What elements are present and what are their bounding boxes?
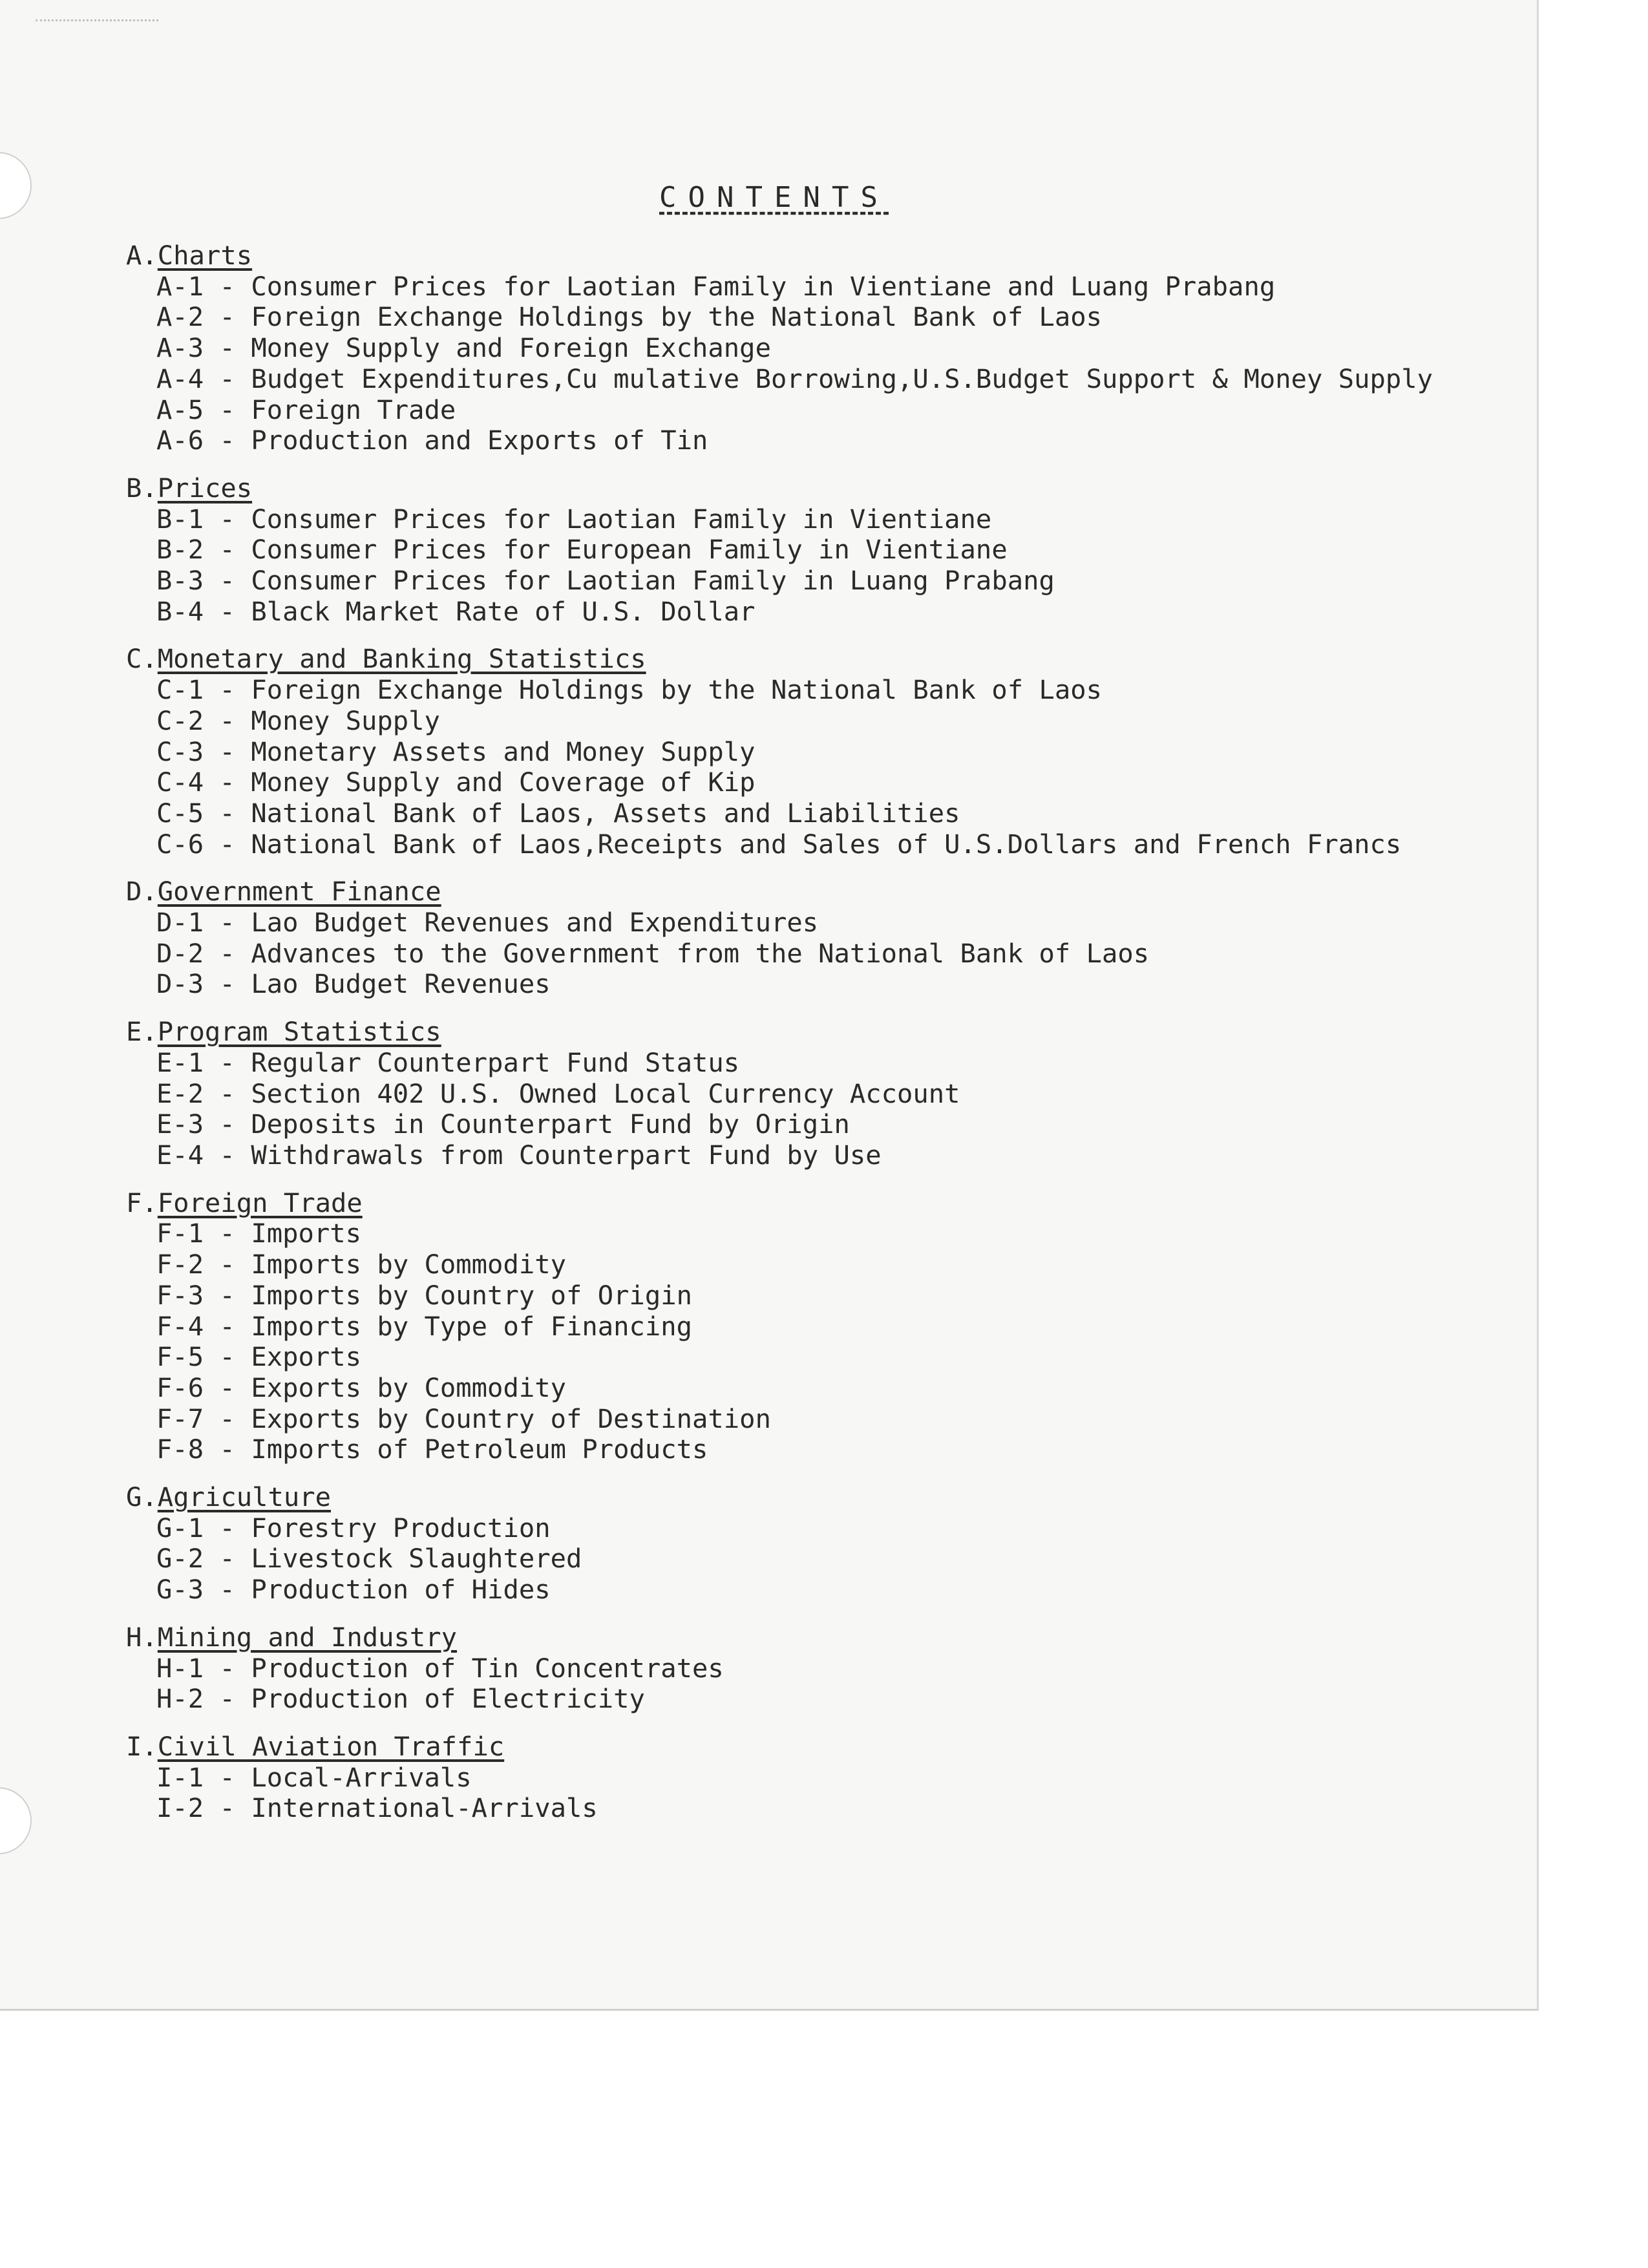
contents-entry [126, 1280, 1509, 1311]
entry-separator: - [204, 503, 251, 535]
entry-code: I-1 [156, 1761, 204, 1793]
table-of-contents [126, 240, 1509, 1841]
entry-code: D-3 [156, 968, 204, 1000]
contents-entry [126, 1218, 1509, 1249]
entry-text: Exports by Commodity [251, 1372, 566, 1403]
entry-separator: - [204, 1434, 251, 1465]
entry-separator: - [204, 1341, 251, 1373]
entry-code: C-5 [156, 797, 204, 829]
entry-separator: - [204, 534, 251, 566]
entry-text: Money Supply [251, 705, 440, 736]
section-title: Civil Aviation Traffic [157, 1730, 505, 1762]
entry-separator: - [204, 270, 251, 302]
entry-code: A-2 [156, 301, 204, 333]
entry-code: B-2 [156, 534, 204, 566]
contents-entry [126, 969, 1509, 1000]
entry-code: F-1 [156, 1218, 204, 1249]
entry-text: Imports by Type of Financing [251, 1310, 693, 1342]
contents-entry [126, 566, 1509, 597]
entry-separator: - [204, 1108, 251, 1140]
entry-code: F-3 [156, 1279, 204, 1311]
entry-separator: - [204, 736, 251, 767]
contents-entry [126, 1763, 1509, 1794]
entry-separator: - [204, 1077, 251, 1109]
entry-text: Imports [251, 1218, 361, 1249]
entry-text: Foreign Trade [251, 394, 456, 425]
entry-separator: - [204, 1046, 251, 1078]
section-i [126, 1732, 1509, 1824]
contents-entry [126, 1048, 1509, 1079]
contents-entry [126, 1543, 1509, 1574]
entry-text: Production and Exports of Tin [251, 425, 708, 456]
entry-code: H-1 [156, 1652, 204, 1684]
entry-separator: - [204, 1512, 251, 1543]
entry-text: Consumer Prices for Laotian Family in Luang Prabang [251, 565, 1055, 597]
entry-code: E-1 [156, 1046, 204, 1078]
section-header [126, 1482, 1509, 1513]
entry-text: Exports [251, 1341, 361, 1373]
entry-separator: - [204, 1372, 251, 1403]
entry-text: Lao Budget Revenues [251, 968, 551, 1000]
entry-text: Money Supply and Foreign Exchange [251, 332, 771, 364]
entry-separator: - [204, 968, 251, 1000]
section-letter: D. [126, 876, 158, 907]
entry-code: B-4 [156, 595, 204, 627]
entry-code: C-2 [156, 705, 204, 736]
section-header [126, 1732, 1509, 1763]
section-header [126, 1188, 1509, 1219]
section-header [126, 1622, 1509, 1653]
entry-code: E-2 [156, 1077, 204, 1109]
entry-separator: - [204, 937, 251, 969]
contents-entry [126, 1404, 1509, 1435]
section-title: Charts [157, 240, 253, 271]
entry-code: G-1 [156, 1512, 204, 1543]
entry-code: F-2 [156, 1249, 204, 1280]
entry-code: F-4 [156, 1310, 204, 1342]
entry-text: Monetary Assets and Money Supply [251, 736, 755, 767]
section-b [126, 473, 1509, 628]
contents-entry [126, 1684, 1509, 1715]
contents-entry [126, 798, 1509, 829]
entry-text: Consumer Prices for Laotian Family in Vientiane [251, 503, 992, 535]
contents-entry [126, 535, 1509, 566]
contents-entry [126, 271, 1509, 302]
entry-text: Budget Expenditures,Cu mulative Borrowing,U.S.Budget Support & Money Supply [251, 363, 1433, 394]
entry-separator: - [204, 1792, 251, 1824]
contents-entry [126, 675, 1509, 706]
entry-text: Consumer Prices for European Family in Vientiane [251, 534, 1008, 566]
section-letter: H. [126, 1621, 158, 1653]
section-g [126, 1482, 1509, 1606]
contents-entry [126, 1140, 1509, 1171]
entry-text: Production of Hides [251, 1574, 551, 1606]
contents-entry [126, 1311, 1509, 1342]
punch-hole-bottom [0, 1787, 32, 1854]
entry-separator: - [204, 1652, 251, 1684]
entry-separator: - [204, 1218, 251, 1249]
section-letter: E. [126, 1016, 158, 1048]
contents-entry [126, 1109, 1509, 1140]
entry-separator: - [204, 425, 251, 456]
entry-text: Livestock Slaughtered [251, 1543, 582, 1574]
entry-text: Foreign Exchange Holdings by the National Bank of Laos [251, 674, 1102, 706]
entry-separator: - [204, 565, 251, 597]
entry-code: A-1 [156, 270, 204, 302]
entry-separator: - [204, 1279, 251, 1311]
entry-separator: - [204, 767, 251, 798]
contents-entry [126, 938, 1509, 970]
entry-code: F-7 [156, 1403, 204, 1434]
section-letter: B. [126, 472, 158, 503]
contents-entry [126, 1342, 1509, 1373]
entry-separator: - [204, 363, 251, 394]
entry-separator: - [204, 301, 251, 333]
contents-entry [126, 706, 1509, 737]
entry-text: Local-Arrivals [251, 1761, 472, 1793]
entry-code: H-2 [156, 1683, 204, 1715]
section-title: Government Finance [157, 876, 441, 907]
entry-separator: - [204, 1403, 251, 1434]
section-letter: C. [126, 643, 158, 675]
contents-entry [126, 829, 1509, 860]
section-header [126, 876, 1509, 907]
contents-entry [126, 597, 1509, 628]
entry-text: Money Supply and Coverage of Kip [251, 767, 755, 798]
page-title: CONTENTS [659, 181, 889, 214]
page-smudge [36, 19, 158, 47]
contents-entry [126, 737, 1509, 768]
entry-separator: - [204, 1139, 251, 1171]
entry-text: Exports by Country of Destination [251, 1403, 771, 1434]
entry-code: C-1 [156, 674, 204, 706]
entry-code: A-3 [156, 332, 204, 364]
entry-separator: - [204, 705, 251, 736]
section-header [126, 473, 1509, 504]
entry-text: Deposits in Counterpart Fund by Origin [251, 1108, 850, 1140]
entry-text: Imports by Commodity [251, 1249, 566, 1280]
entry-code: A-4 [156, 363, 204, 394]
section-header [126, 240, 1509, 271]
contents-entry [126, 907, 1509, 938]
section-a [126, 240, 1509, 456]
section-title: Monetary and Banking Statistics [157, 643, 646, 675]
contents-entry [126, 1793, 1509, 1824]
entry-text: International-Arrivals [251, 1792, 598, 1824]
entry-code: B-3 [156, 565, 204, 597]
section-title: Program Statistics [157, 1016, 441, 1048]
section-c [126, 644, 1509, 860]
entry-code: A-6 [156, 425, 204, 456]
entry-separator: - [204, 595, 251, 627]
section-d [126, 876, 1509, 1000]
section-h [126, 1622, 1509, 1715]
entry-text: Forestry Production [251, 1512, 551, 1543]
entry-code: B-1 [156, 503, 204, 535]
entry-separator: - [204, 1543, 251, 1574]
entry-text: Regular Counterpart Fund Status [251, 1046, 740, 1078]
section-f [126, 1188, 1509, 1465]
contents-entry [126, 1653, 1509, 1684]
entry-code: D-1 [156, 907, 204, 938]
entry-separator: - [204, 797, 251, 829]
section-letter: F. [126, 1187, 158, 1218]
entry-separator: - [204, 332, 251, 364]
section-letter: G. [126, 1481, 158, 1513]
contents-entry [126, 1513, 1509, 1544]
section-header [126, 1017, 1509, 1048]
entry-text: Lao Budget Revenues and Expenditures [251, 907, 819, 938]
entry-text: Production of Tin Concentrates [251, 1652, 724, 1684]
entry-code: G-3 [156, 1574, 204, 1606]
entry-separator: - [204, 394, 251, 425]
entry-text: National Bank of Laos,Receipts and Sales of U.S.Dollars and French Francs [251, 828, 1402, 860]
section-header [126, 644, 1509, 675]
contents-entry [126, 1434, 1509, 1465]
section-letter: I. [126, 1730, 158, 1762]
entry-code: F-6 [156, 1372, 204, 1403]
contents-entry [126, 395, 1509, 426]
entry-code: F-8 [156, 1434, 204, 1465]
entry-text: Imports by Country of Origin [251, 1279, 693, 1311]
entry-separator: - [204, 1761, 251, 1793]
entry-separator: - [204, 1310, 251, 1342]
section-title: Agriculture [157, 1481, 331, 1513]
contents-entry [126, 1373, 1509, 1404]
entry-text: Withdrawals from Counterpart Fund by Use [251, 1139, 882, 1171]
entry-text: Black Market Rate of U.S. Dollar [251, 595, 755, 627]
entry-text: Imports of Petroleum Products [251, 1434, 708, 1465]
entry-code: D-2 [156, 937, 204, 969]
entry-separator: - [204, 828, 251, 860]
entry-text: National Bank of Laos, Assets and Liabilities [251, 797, 960, 829]
entry-text: Foreign Exchange Holdings by the National Bank of Laos [251, 301, 1102, 333]
entry-code: C-3 [156, 736, 204, 767]
entry-separator: - [204, 1683, 251, 1715]
entry-code: C-6 [156, 828, 204, 860]
contents-entry [126, 1249, 1509, 1280]
contents-entry [126, 425, 1509, 456]
entry-text: Advances to the Government from the National Bank of Laos [251, 937, 1150, 969]
entry-code: E-4 [156, 1139, 204, 1171]
contents-entry [126, 364, 1509, 395]
entry-separator: - [204, 1249, 251, 1280]
section-title: Prices [157, 472, 253, 503]
contents-entry [126, 1574, 1509, 1606]
contents-entry [126, 767, 1509, 798]
section-title: Foreign Trade [157, 1187, 363, 1218]
entry-code: F-5 [156, 1341, 204, 1373]
entry-separator: - [204, 907, 251, 938]
section-letter: A. [126, 240, 158, 271]
section-title: Mining and Industry [157, 1621, 458, 1653]
entry-code: G-2 [156, 1543, 204, 1574]
entry-code: I-2 [156, 1792, 204, 1824]
section-e [126, 1017, 1509, 1171]
contents-entry [126, 333, 1509, 364]
entry-text: Consumer Prices for Laotian Family in Vientiane and Luang Prabang [251, 270, 1276, 302]
entry-code: A-5 [156, 394, 204, 425]
entry-separator: - [204, 674, 251, 706]
entry-code: C-4 [156, 767, 204, 798]
contents-entry [126, 504, 1509, 535]
entry-code: E-3 [156, 1108, 204, 1140]
contents-entry [126, 302, 1509, 333]
entry-text: Production of Electricity [251, 1683, 645, 1715]
contents-entry [126, 1079, 1509, 1110]
entry-text: Section 402 U.S. Owned Local Currency Account [251, 1077, 960, 1109]
entry-separator: - [204, 1574, 251, 1606]
